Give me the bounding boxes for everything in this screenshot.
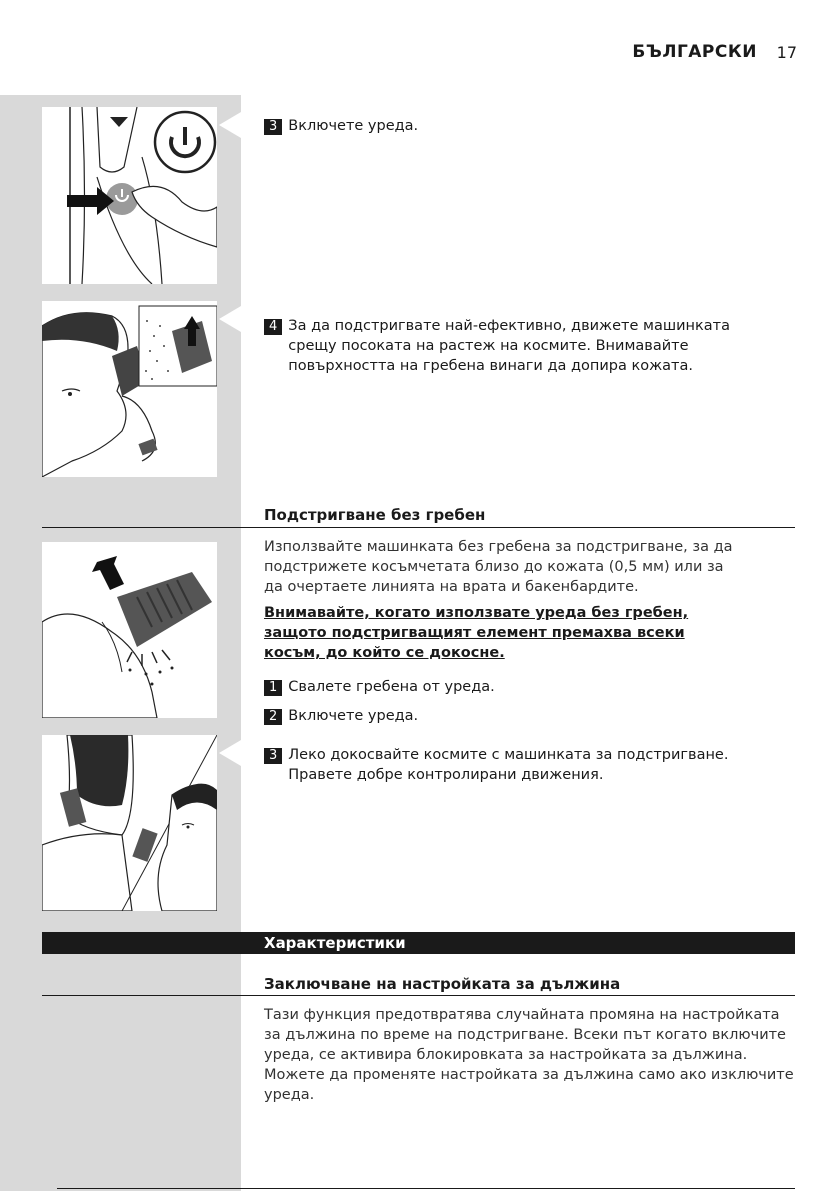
- step-switch-on: [264, 706, 774, 726]
- section-intro-text: Използвайте машинката без гребена за подстригване, за да подстрижете косъмчетата близо до кожата (0,5 мм) или за да очертаете линията на врата и бакенбардите.: [264, 539, 733, 595]
- step-text: За да подстригвате най-ефективно, движете машинката срещу посоката на растеж на космите. Внимавайте повърхността на гребена винаги да допира кожата.: [288, 318, 730, 374]
- page-number: 17: [776, 43, 797, 62]
- callout-pointer: [219, 306, 241, 332]
- triangle-icon: [110, 117, 128, 127]
- step-number: 3: [264, 748, 282, 764]
- section-title-no-comb: Подстригване без гребен: [264, 506, 486, 524]
- arrow-right-icon: [67, 187, 114, 215]
- step-text: Свалете гребена от уреда.: [288, 679, 495, 695]
- step-number: 2: [264, 709, 282, 725]
- illustration-power-on: [42, 107, 217, 284]
- length-lock-description: Тази функция предотвратява случайната промяна на настройката за дължина по време на подстригване. Всеки път когато включите уреда, се активира блокировката за настройката за дължина. Можете да променяте настройката за дължина само ако изключите уреда.: [264, 1007, 794, 1103]
- step-number: 3: [264, 119, 282, 135]
- illustration-trim-direction: [42, 301, 217, 477]
- footer-rule: [57, 1188, 795, 1189]
- step-number: 1: [264, 680, 282, 696]
- step-power-on: [264, 116, 774, 136]
- arrow-up-icon: [92, 556, 124, 590]
- section-rule: [42, 527, 795, 528]
- section-rule: [42, 995, 795, 996]
- illustration-trimming-without-comb: [42, 542, 217, 718]
- subsection-title-length-lock: Заключване на настройката за дължина: [264, 975, 621, 993]
- warning-text: Внимавайте, когато използвате уреда без гребен, защото подстригващият елемент премахва всеки косъм, до който се докосне.: [264, 605, 689, 661]
- callout-pointer: [219, 740, 241, 766]
- step-trim-direction: [264, 316, 774, 376]
- callout-pointer: [219, 112, 241, 138]
- step-text: Включете уреда.: [288, 708, 419, 724]
- features-title-bar: [42, 932, 795, 954]
- illustration-neckline-sideburns: [42, 735, 217, 911]
- step-text: Леко докосвайте космите с машинката за подстригване. Правете добре контролирани движения.: [288, 747, 729, 783]
- step-remove-comb: [264, 677, 774, 697]
- header-language: БЪЛГАРСКИ: [632, 42, 757, 62]
- step-text: Включете уреда.: [288, 118, 419, 134]
- step-number: 4: [264, 319, 282, 335]
- step-touch-lightly: [264, 745, 774, 785]
- features-title: Характеристики: [264, 934, 406, 952]
